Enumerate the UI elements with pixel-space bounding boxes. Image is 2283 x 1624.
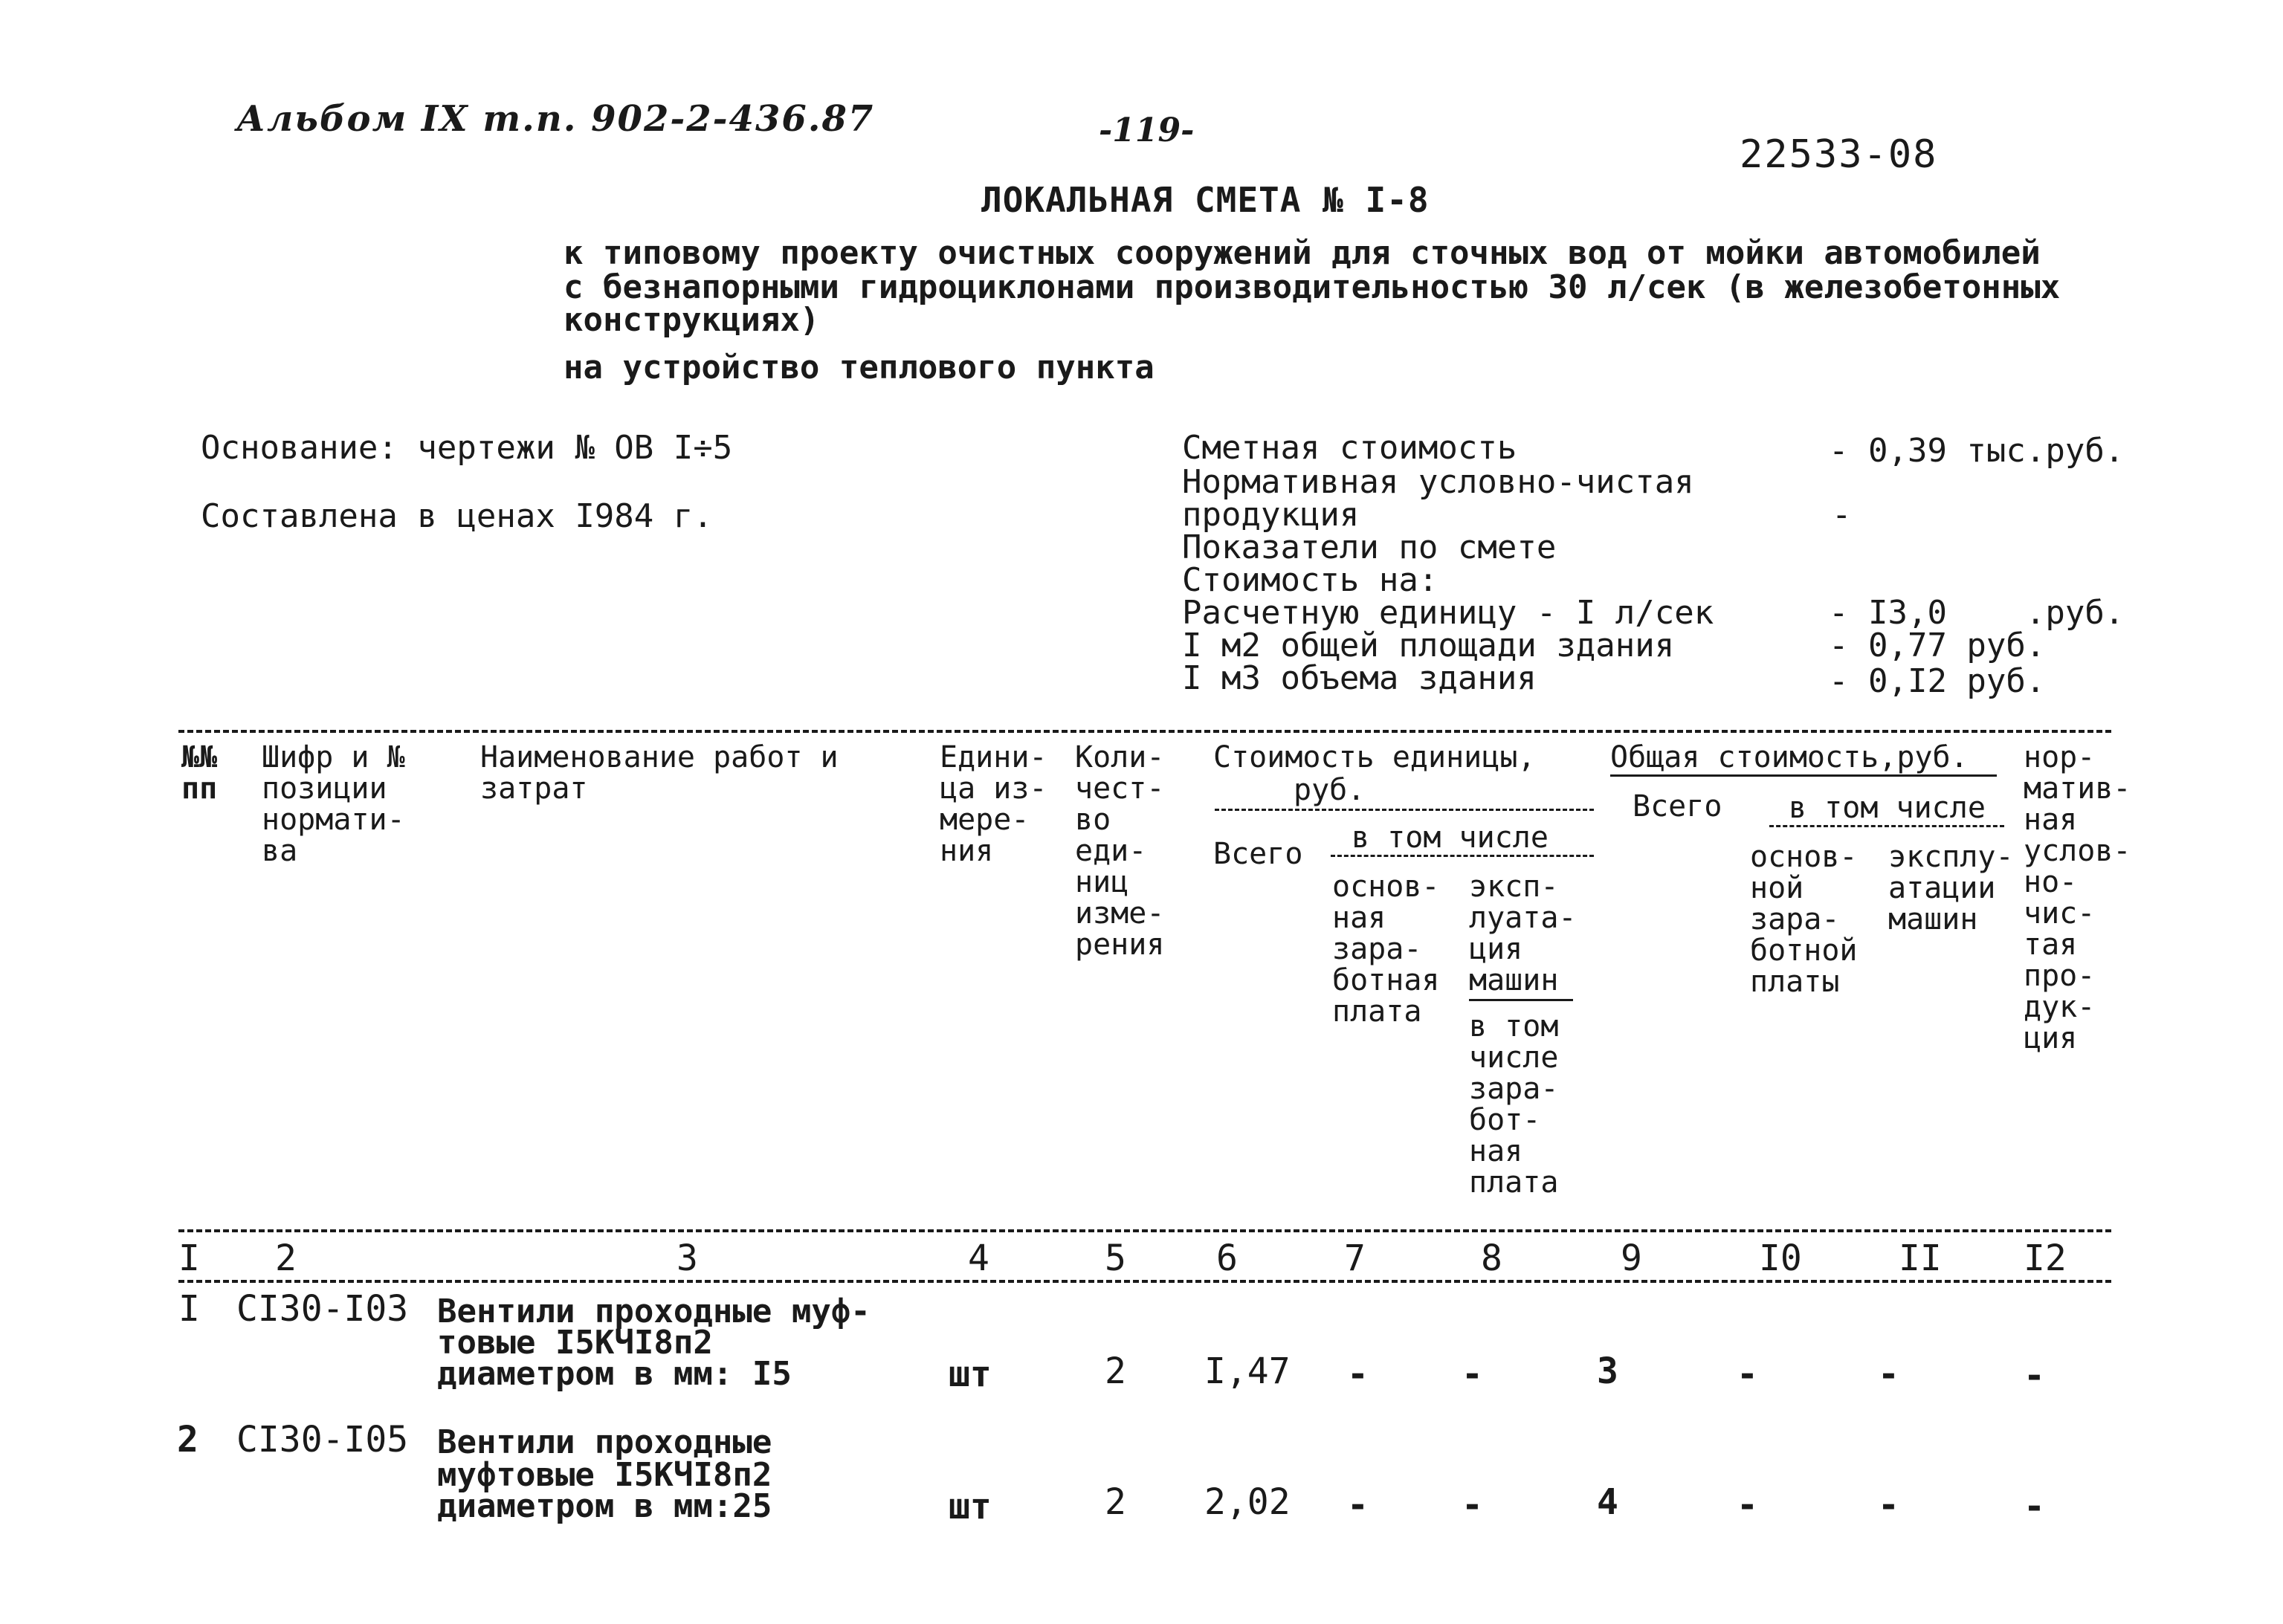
row-code: CI30-I05	[236, 1419, 409, 1460]
row-code: CI30-I03	[236, 1288, 409, 1330]
header-base-wage: основ- ная зара- ботная плата	[1332, 870, 1440, 1029]
row-name-line-2: товые I5КЧI8п2	[437, 1324, 713, 1362]
header-incl-1: в том числе	[1352, 821, 1549, 855]
subtitle-line-3: конструкциях)	[564, 301, 820, 339]
table-top-divider	[178, 730, 2111, 733]
unit-cost-value: - I3,0 .руб.	[1829, 594, 2125, 632]
row-sum-machines: -	[1878, 1484, 1899, 1526]
numbers-bottom-divider	[178, 1280, 2111, 1283]
column-number: 4	[968, 1238, 989, 1279]
area-cost-value: - 0,77 руб.	[1829, 627, 2046, 664]
row-unit: шт	[949, 1486, 992, 1527]
header-unit-cost-rub: руб.	[1294, 773, 1366, 807]
row-sum-wage: -	[1737, 1484, 1758, 1526]
column-number: 3	[676, 1238, 698, 1279]
incl-1-underline	[1331, 855, 1594, 857]
album-reference: Альбом IX т.п. 902-2-436.87	[236, 98, 875, 140]
unit-cost-underline	[1215, 809, 1594, 811]
row-normative: -	[2024, 1355, 2045, 1397]
column-number: 8	[1481, 1238, 1502, 1279]
row-quantity: 2	[1105, 1350, 1126, 1392]
header-unit: Едини- ца из- мере- ния	[940, 740, 1047, 868]
document-title: ЛОКАЛЬНАЯ СМЕТА № I-8	[981, 180, 1430, 220]
row-unit: шт	[949, 1353, 992, 1395]
basis-drawings: Основание: чертежи № ОВ I÷5	[201, 429, 733, 467]
row-sum-machines: -	[1878, 1353, 1899, 1395]
column-number: 6	[1216, 1238, 1238, 1279]
header-total-cost: Общая стоимость,руб.	[1610, 740, 1969, 774]
row-sum-wage: -	[1737, 1353, 1758, 1395]
normative-label-1: Нормативная условно-чистая	[1182, 463, 1694, 501]
volume-cost-value: - 0,I2 руб.	[1829, 662, 2046, 700]
header-incl-2: в том числе	[1789, 791, 1986, 825]
row-unit-machines: -	[1462, 1484, 1483, 1526]
column-number: 7	[1344, 1238, 1366, 1279]
document-number: 22533-08	[1740, 132, 1938, 177]
column-number: 2	[275, 1238, 297, 1279]
header-quantity: Коли- чест- во еди- ниц изме- рения	[1075, 740, 1165, 962]
unit-cost-label: Расчетную единицу - I л/сек	[1182, 594, 1714, 632]
header-bottom-divider	[178, 1229, 2111, 1232]
subtitle-line-1: к типовому проекту очистных сооружений для сточных вод от мойки автомобилей	[564, 234, 2041, 272]
column-number: I2	[2024, 1238, 2067, 1279]
row-name-line-2: муфтовые I5КЧI8п2	[437, 1456, 772, 1494]
machines-underline	[1469, 999, 1573, 1001]
header-name: Наименование работ и затрат	[480, 740, 839, 806]
column-number: II	[1899, 1238, 1942, 1279]
header-unit-cost: Стоимость единицы,	[1213, 740, 1536, 774]
row-sum: 4	[1597, 1481, 1618, 1523]
normative-value: -	[1832, 496, 1852, 534]
row-name-line-1: Вентили проходные муф-	[437, 1293, 871, 1330]
header-unit-total: Всего	[1213, 837, 1303, 871]
header-code: Шифр и № позиции нормати- ва	[262, 740, 405, 868]
header-num: №№ пп	[181, 740, 218, 806]
column-number: 9	[1621, 1238, 1642, 1279]
column-number: 5	[1105, 1238, 1126, 1279]
row-number: 2	[177, 1419, 198, 1460]
estimate-purpose: на устройство теплового пункта	[564, 349, 1155, 386]
incl-2-underline	[1769, 825, 2004, 827]
row-unit-wage: -	[1347, 1484, 1369, 1526]
header-sum-machines: эксплу- атации машин	[1888, 840, 2014, 936]
row-normative: -	[2024, 1486, 2045, 1527]
estimated-cost-value: - 0,39 тыс.руб.	[1829, 432, 2125, 470]
header-normative: нор- матив- ная услов- но- чис- тая про- дук- ция	[2024, 740, 2131, 1055]
row-unit-total: 2,02	[1204, 1481, 1291, 1523]
estimated-cost-label: Сметная стоимость	[1182, 429, 1517, 467]
prices-year: Составлена в ценах I984 г.	[201, 497, 713, 535]
row-quantity: 2	[1105, 1481, 1126, 1523]
row-unit-machines: -	[1462, 1353, 1483, 1395]
area-cost-label: I м2 общей площади здания	[1182, 627, 1675, 664]
row-name-line-3: диаметром в мм:25	[437, 1487, 772, 1525]
volume-cost-label: I м3 объема здания	[1182, 659, 1537, 697]
column-number: I0	[1759, 1238, 1802, 1279]
row-name-line-1: Вентили проходные	[437, 1423, 772, 1461]
header-sum-wage: основ- ной зара- ботной платы	[1750, 840, 1858, 999]
row-unit-total: I,47	[1204, 1350, 1291, 1392]
normative-label-2: продукция	[1182, 496, 1360, 534]
column-number: I	[178, 1238, 200, 1279]
header-machines-wage: в том числе зара- бот- ная плата	[1469, 1009, 1559, 1200]
header-machines: эксп- луата- ция машин	[1469, 870, 1577, 997]
subtitle-line-2: с безнапорными гидроциклонами производительностью 30 л/сек (в железобетонных	[564, 268, 2061, 306]
indicators-label: Показатели по смете	[1182, 528, 1557, 566]
row-number: I	[178, 1288, 200, 1330]
total-cost-underline	[1610, 774, 1997, 777]
row-name-line-3: диаметром в мм: I5	[437, 1355, 792, 1393]
cost-per-label: Стоимость на:	[1182, 561, 1438, 599]
row-unit-wage: -	[1347, 1353, 1369, 1395]
row-sum: 3	[1597, 1350, 1618, 1392]
header-sum-total: Всего	[1633, 789, 1722, 824]
page-number: -119-	[1099, 111, 1195, 149]
